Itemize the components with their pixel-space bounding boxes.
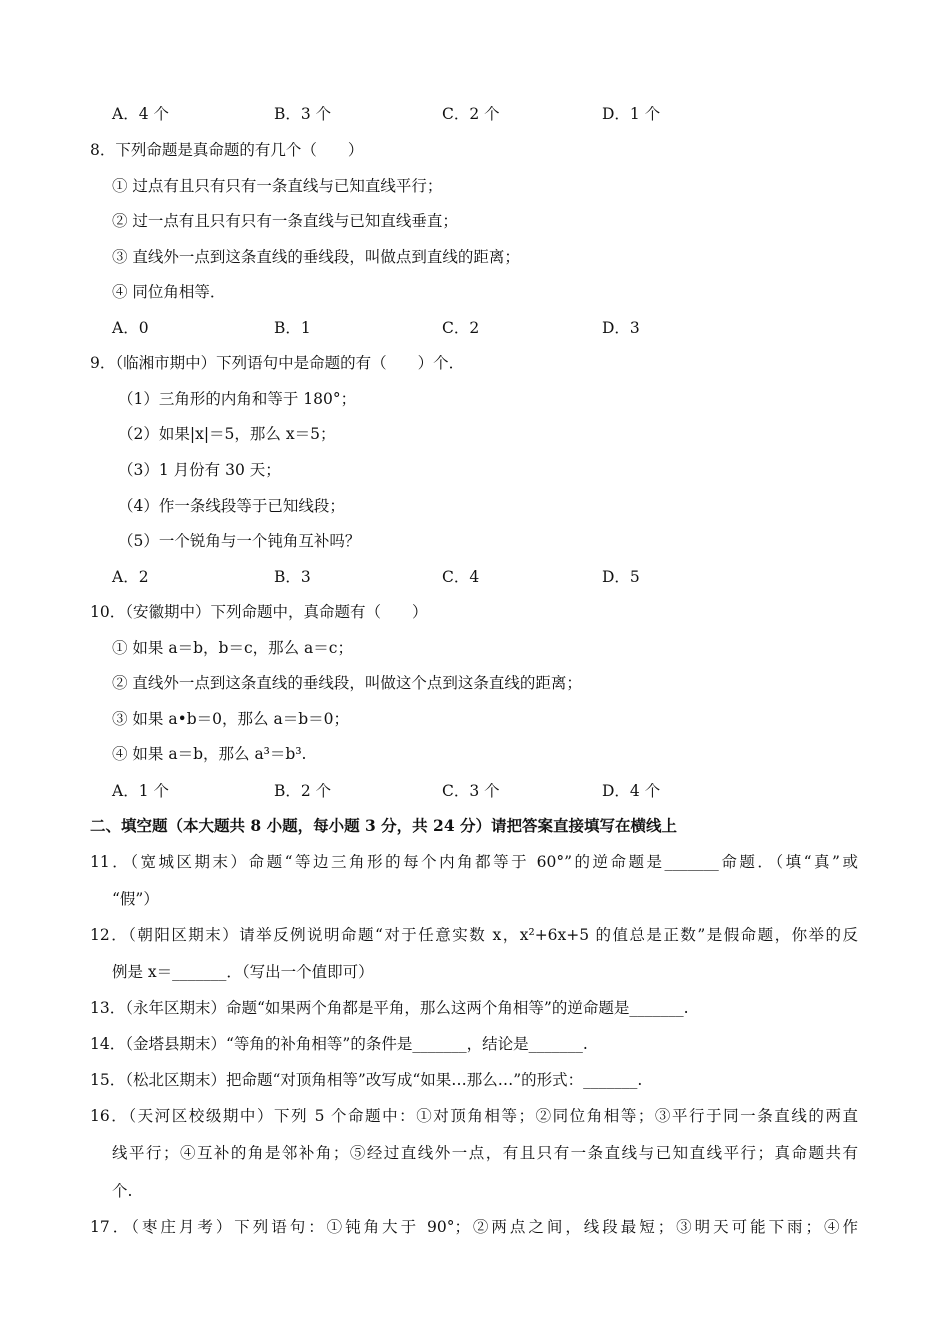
- q9-item-5: （5）一个锐角与一个钝角互补吗？: [118, 532, 361, 550]
- q10-option-d: D．4 个: [602, 782, 661, 800]
- q16-line-3: 个.: [112, 1182, 133, 1200]
- q7-option-d: D．1 个: [602, 105, 661, 123]
- q14: 14．（金塔县期末）“等角的补角相等”的条件是_______，结论是_______.: [90, 1035, 588, 1053]
- q16-line-2: 线平行；④互补的角是邻补角；⑤经过直线外一点，有且只有一条直线与已知直线平行；真命题共有: [112, 1144, 858, 1162]
- q11-line-2: “假”）: [112, 890, 159, 908]
- q7-option-a: A．4 个: [112, 105, 169, 123]
- q7-options: [112, 103, 812, 125]
- q10-option-b: B．2 个: [274, 782, 332, 800]
- q9-item-2: （2）如果|x|＝5，那么 x＝5；: [118, 425, 336, 443]
- q12-line-2: 例是 x＝_______．（写出一个值即可）: [112, 963, 374, 981]
- q10-stem: 10．（安徽期中）下列命题中，真命题有（ ）: [90, 603, 428, 621]
- q16-line-1: 16．（天河区校级期中）下列 5 个命题中：①对顶角相等；②同位角相等；③平行于同一条直线的两直: [90, 1107, 858, 1125]
- q13: 13．（永年区期末）命题“如果两个角都是平角，那么这两个角相等”的逆命题是_______.: [90, 999, 689, 1017]
- q9-stem: 9．（临湘市期中）下列语句中是命题的有（ ）个．: [90, 354, 465, 372]
- q8-item-2: ② 过一点有且只有只有一条直线与已知直线垂直；: [112, 212, 458, 230]
- q9-option-d: D．5: [602, 568, 640, 586]
- q8-option-d: D．3: [602, 319, 640, 337]
- q9-option-b: B．3: [274, 568, 311, 586]
- section-2-heading: 二、填空题（本大题共 8 小题，每小题 3 分，共 24 分）请把答案直接填写在横线上: [90, 816, 678, 835]
- q9-item-4: （4）作一条线段等于已知线段；: [118, 497, 345, 515]
- q8-option-c: C．2: [442, 319, 480, 337]
- q7-option-c: C．2 个: [442, 105, 500, 123]
- q8-options: [112, 317, 812, 339]
- q8-item-1: ① 过点有且只有只有一条直线与已知直线平行；: [112, 177, 443, 195]
- q10-option-a: A．1 个: [112, 782, 169, 800]
- q8-option-a: A．0: [112, 319, 149, 337]
- q10-item-4: ④ 如果 a＝b，那么 a³＝b³.: [112, 745, 307, 763]
- q8-item-3: ③ 直线外一点到这条直线的垂线段，叫做点到直线的距离；: [112, 248, 520, 266]
- q9-item-1: （1）三角形的内角和等于 180°；: [118, 390, 357, 408]
- q9-item-3: （3）1 月份有 30 天；: [118, 461, 281, 479]
- q9-option-c: C．4: [442, 568, 480, 586]
- q10-option-c: C．3 个: [442, 782, 500, 800]
- q10-item-1: ① 如果 a＝b，b＝c，那么 a＝c；: [112, 639, 353, 657]
- q12-line-1: 12．（朝阳区期末）请举反例说明命题“对于任意实数 x，x²+6x+5 的值总是正数”是假命题，你举的反: [90, 926, 858, 944]
- q9-option-a: A．2: [112, 568, 149, 586]
- q8-stem: 8．下列命题是真命题的有几个（ ）: [90, 141, 364, 159]
- q7-option-b: B．3 个: [274, 105, 332, 123]
- q8-item-4: ④ 同位角相等．: [112, 283, 226, 301]
- q9-options: [112, 566, 812, 588]
- q11-line-1: 11．（宽城区期末）命题“等边三角形的每个内角都等于 60°”的逆命题是_______命题．（填“真”或: [90, 853, 858, 871]
- q15: 15．（松北区期末）把命题“对顶角相等”改写成“如果…那么…”的形式：_______.: [90, 1071, 643, 1089]
- q10-options: [112, 780, 812, 802]
- q10-item-3: ③ 如果 a•b＝0，那么 a＝b＝0；: [112, 710, 349, 728]
- q8-option-b: B．1: [274, 319, 311, 337]
- q17-line-1: 17．（枣庄月考）下列语句：①钝角大于 90°；②两点之间，线段最短；③明天可能下雨；④作: [90, 1218, 858, 1236]
- q10-item-2: ② 直线外一点到这条直线的垂线段，叫做这个点到这条直线的距离；: [112, 674, 582, 692]
